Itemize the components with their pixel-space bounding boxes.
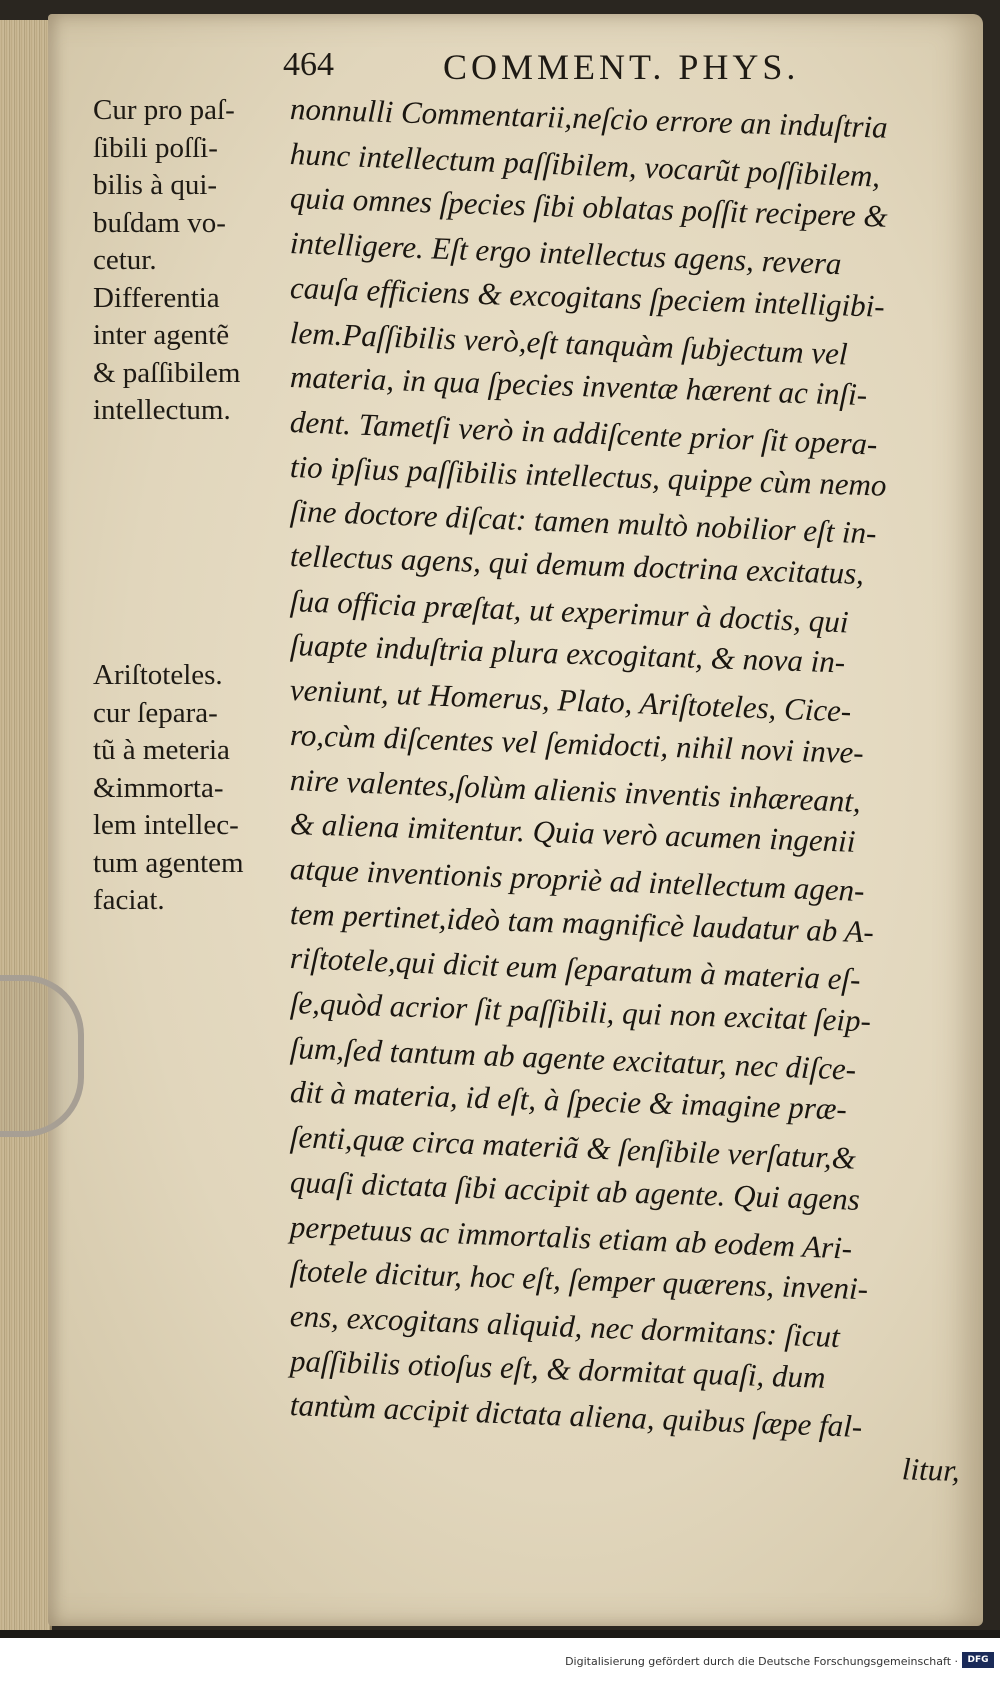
margin-line: bilis à qui- <box>93 169 218 201</box>
body-line: ſenti,quæ circa materiã & ſenſibile verſatur,& <box>289 1119 857 1176</box>
body-line: tio ipſius paſſibilis intellectus, quippe cùm nemo <box>289 448 887 503</box>
book-clasp <box>0 975 84 1137</box>
margin-line: inter agentẽ <box>93 319 230 351</box>
body-line: riſtotele,qui dicit eum ſeparatum à materia eſ- <box>289 940 862 998</box>
body-line: ſine doctore diſcat: tamen multò nobilior eſt in- <box>289 493 878 551</box>
body-line: perpetuus ac immortalis etiam ab eodem Ari- <box>289 1208 853 1266</box>
page-header <box>283 40 853 90</box>
body-line: dit à materia, id eſt, à ſpecie & imagine præ- <box>289 1074 848 1127</box>
funding-credit: Digitalisierung gefördert durch die Deutsche Forschungsgemeinschaft · <box>565 1655 958 1668</box>
body-text <box>289 87 975 1489</box>
margin-line: & paſſibilem <box>93 356 241 389</box>
margin-line: faciat. <box>93 884 165 916</box>
page-edges <box>0 20 52 1630</box>
body-line: cauſa efficiens & excogitans ſpeciem intelligibi- <box>289 269 886 324</box>
body-line: dent. Tametſi verò in addiſcente prior ſit opera- <box>289 403 879 462</box>
body-line: atque inventionis propriè ad intellectum agen- <box>289 850 866 909</box>
page-number: 464 <box>283 46 334 83</box>
margin-line: intellectum. <box>93 394 231 426</box>
body-line: tantùm accipit dictata aliena, quibus ſæpe fal- <box>289 1387 863 1445</box>
body-line: ſe,quòd acrior ſit paſſibili, qui non excitat ſeip- <box>289 985 872 1039</box>
margin-line: Ariſtoteles. <box>93 659 223 691</box>
body-line: ens, excogitans aliquid, nec dormitans: ſicut <box>289 1297 841 1355</box>
body-line: paſſibilis otioſus eſt, & dormitat quaſi, dum <box>289 1342 826 1395</box>
body-line: nire valentes,ſolùm alienis inventis inhæreant, <box>289 761 862 819</box>
body-line: hunc intellectum paſſibilem, vocarũt poſſibilem, <box>289 135 881 194</box>
body-line: intelligere. Eſt ergo intellectus agens, revera <box>289 225 843 282</box>
body-line: ſum,ſed tantum ab agente excitatur, nec diſce- <box>289 1029 857 1087</box>
margin-line: Differentia <box>93 281 220 314</box>
margin-line: buſdam vo- <box>93 206 226 239</box>
body-line: quaſi dictata ſibi accipit ab agente. Qui agens <box>289 1163 861 1217</box>
body-line: ſtotele dicitur, hoc eſt, ſemper quærens, inveni- <box>289 1253 869 1307</box>
body-line: tellectus agens, qui demum doctrina excitatus, <box>289 538 865 592</box>
margin-line: Cur pro paſ- <box>93 94 235 126</box>
margin-line: &immorta- <box>93 771 224 804</box>
footer-bar <box>0 1638 1000 1686</box>
margin-line: cetur. <box>93 244 157 276</box>
margin-line: tum agentem <box>93 846 244 879</box>
margin-line: lem intellec- <box>93 809 239 841</box>
body-line: quia omnes ſpecies ſibi oblatas poſſit recipere & <box>289 180 889 235</box>
dfg-logo: DFG <box>962 1652 994 1668</box>
body-line: ro,cùm diſcentes vel ſemidocti, nihil novi inve- <box>289 716 865 770</box>
margin-line: cur ſepara- <box>93 696 218 729</box>
body-line: lem.Paſſibilis verò,eſt tanquàm ſubjectum vel <box>289 314 849 371</box>
body-line: ſua officia præſtat, ut experimur à doctis, qui <box>289 582 850 640</box>
marginal-note-1 <box>93 92 278 430</box>
body-line: & aliena imitentur. Quia verò acumen ingenii <box>289 806 856 860</box>
body-line: nonnulli Commentarii,neſcio errore an induſtria <box>289 91 889 145</box>
running-head: COMMENT. PHYS. <box>443 47 800 87</box>
margin-line: tũ à meteria <box>93 734 230 766</box>
body-line: ſuapte induſtria plura excogitant, & nova in- <box>289 627 846 680</box>
body-line: veniunt, ut Homerus, Plato, Ariſtoteles, Cice- <box>289 672 852 729</box>
marginal-note-2 <box>93 657 278 920</box>
body-line: tem pertinet,ideò tam magnificè laudatur ab A- <box>289 895 875 949</box>
body-line: materia, in qua ſpecies inventæ hærent ac inſi- <box>289 359 868 413</box>
margin-line: ſibili poſſi- <box>93 131 218 164</box>
catchword: litur, <box>901 1451 961 1489</box>
